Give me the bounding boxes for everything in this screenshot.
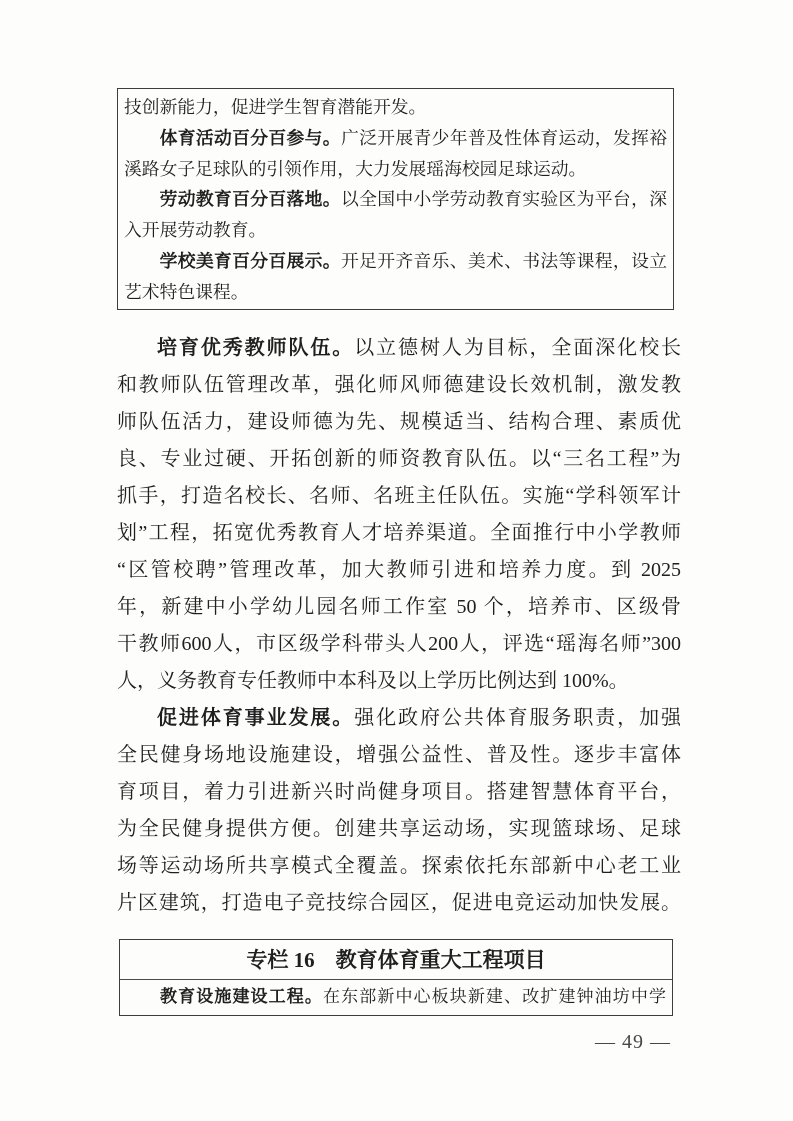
text-line: 艺术特色课程。 <box>124 281 249 302</box>
text-line: 全民健身场地设施建设，增强公益性、普及性。逐步丰富体 <box>117 744 681 766</box>
text-line: 育项目，着力引进新兴时尚健身项目。搭建智慧体育平台， <box>117 781 681 803</box>
text-line <box>117 700 681 737</box>
column-16-title: 专栏 16 教育体育重大工程项目 <box>120 940 672 980</box>
bold-lead: 教育设施建设工程。 <box>160 987 323 1006</box>
text-line <box>124 246 667 277</box>
text-line: 划”工程，拓宽优秀教育人才培养渠道。全面推行中小学教师 <box>117 522 681 544</box>
text-line: 场等运动场所共享模式全覆盖。探索依托东部新中心老工业 <box>117 855 681 877</box>
body-text <box>117 330 681 922</box>
line-text: 广泛开展青少年普及性体育运动，发挥裕 <box>340 127 667 148</box>
bold-lead: 劳动教育百分百落地。 <box>159 189 341 210</box>
text-line: “区管校聘”管理改革，加大教师引进和培养力度。到 2025 <box>117 559 681 581</box>
column-16-body <box>120 980 672 1014</box>
education-callout-box <box>117 88 674 310</box>
line-text: 以立德树人为目标，全面深化校长 <box>354 337 682 359</box>
text-line: 年，新建中小学幼儿园名师工作室 50 个，培养市、区级骨 <box>117 596 681 618</box>
text-line <box>117 330 681 367</box>
line-text: 以全国中小学劳动教育实验区为平台，深 <box>340 189 667 210</box>
text-line <box>126 980 666 1014</box>
text-line: 溪路女子足球队的引领作用，大力发展瑶海校园足球运动。 <box>124 158 587 179</box>
text-line: 人，义务教育专任教师中本科及以上学历比例达到 100%。 <box>117 670 629 692</box>
text-line: 干教师600人，市区级学科带头人200人，评选“瑶海名师”300 <box>117 633 681 655</box>
text-line: 良、专业过硬、开拓创新的师资教育队伍。以“三名工程”为 <box>117 448 681 470</box>
text-line: 为全民健身提供方便。创建共享运动场，实现篮球场、足球 <box>117 818 681 840</box>
bold-lead: 促进体育事业发展。 <box>157 707 355 729</box>
line-text: 在东部新中心板块新建、改扩建钟油坊中学 <box>323 987 666 1006</box>
text-line: 师队伍活力，建设师德为先、规模适当、结构合理、素质优 <box>117 411 681 433</box>
text-line: 片区建筑，打造电子竞技综合园区，促进电竞运动加快发展。 <box>117 892 681 914</box>
text-line: 和教师队伍管理改革，强化师风师德建设长效机制，激发教 <box>117 374 681 396</box>
text-line <box>124 184 667 215</box>
page-number: — 49 — <box>595 1031 671 1053</box>
bold-lead: 体育活动百分百参与。 <box>159 127 341 148</box>
column-16-box <box>119 939 673 1016</box>
line-text: 强化政府公共体育服务职责，加强 <box>354 707 682 729</box>
text-line: 技创新能力，促进学生智育潜能开发。 <box>124 97 427 117</box>
line-text: 开足开齐音乐、美术、书法等课程，设立 <box>340 250 667 271</box>
bold-lead: 培育优秀教师队伍。 <box>157 337 355 359</box>
text-line <box>124 123 667 154</box>
bold-lead: 学校美育百分百展示。 <box>159 250 341 271</box>
text-line: 抓手，打造名校长、名师、名班主任队伍。实施“学科领军计 <box>117 485 681 507</box>
text-line: 入开展劳动教育。 <box>124 220 267 241</box>
